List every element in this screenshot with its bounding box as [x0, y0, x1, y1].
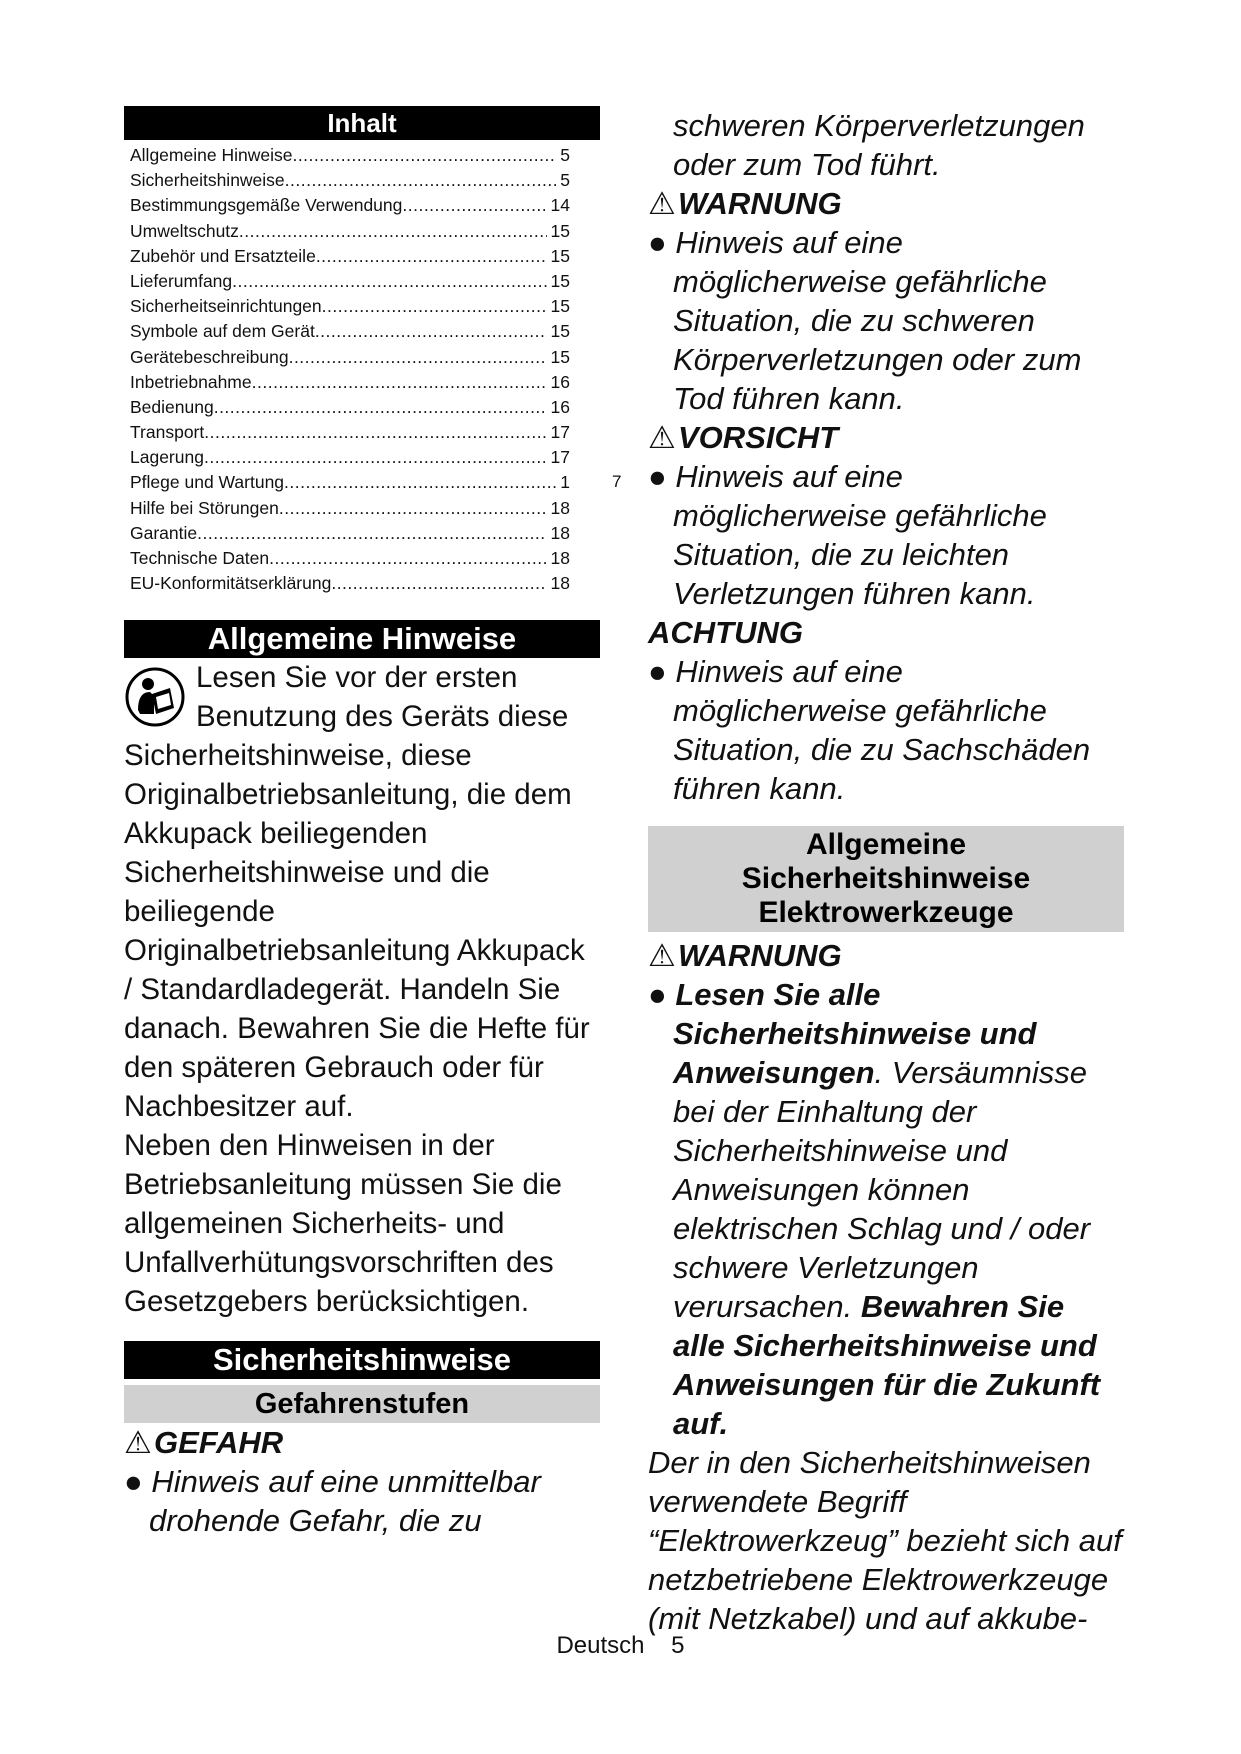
toc-entry[interactable]: Lagerung ..... 17 [130, 445, 570, 470]
toc-entry[interactable]: Sicherheitshinweise ..... 5 [130, 168, 570, 193]
right-column [648, 106, 1124, 1638]
allgemeine-hinweise-heading: Allgemeine Hinweise [124, 620, 600, 658]
toc-entry[interactable]: Allgemeine Hinweise ..... 5 [130, 143, 570, 168]
allgemeine-hinweise-text [124, 658, 600, 1321]
gefahrenstufen-heading: Gefahrenstufen [124, 1385, 600, 1423]
toc-entry[interactable]: Lieferumfang ..... 15 [130, 269, 570, 294]
intro-paragraph: Lesen Sie vor der ersten Benutzung des Geräts diese Sicherheitshinweise, diese Originalbetriebsanleitung, die dem Akkupack beiliegenden Sicherheitshinweise und die beiliegende Originalbetriebsanleitung Akkupack / Standardladegerät. Handeln Sie danach. Bewahren Sie die Hefte für den späteren Gebrauch oder für Nachbesitzer auf. [124, 661, 590, 1124]
vorsicht-label: ⚠VORSICHT [648, 420, 839, 455]
achtung-label: ACHTUNG [648, 615, 803, 650]
elektrowerkzeuge-heading: Allgemeine Sicherheitshinweise Elektrowerkzeuge [648, 826, 1124, 932]
gefahr-label: ⚠GEFAHR [124, 1425, 284, 1461]
read-manual-icon [124, 666, 186, 728]
toc-list [124, 143, 600, 596]
toc-entry[interactable]: Zubehör und Ersatzteile ..... 15 [130, 244, 570, 269]
toc-entry[interactable]: Gerätebeschreibung ..... 15 [130, 345, 570, 370]
footer-language: Deutsch [556, 1632, 645, 1659]
vorsicht-text: ● Hinweis auf eine möglicherweise gefährliche Situation, die zu leichten Verletzungen führen kann. [648, 459, 1047, 611]
toc-heading: Inhalt [124, 106, 600, 140]
page-number: 5 [671, 1632, 685, 1659]
toc-entry[interactable]: Bedienung ..... 16 [130, 395, 570, 420]
legal-paragraph: Neben den Hinweisen in der Betriebsanleitung müssen Sie die allgemeinen Sicherheits- und Unfallverhütungsvorschriften des Gesetzgebers berücksichtigen. [124, 1129, 562, 1319]
stray-digit: 7 [612, 472, 622, 491]
toc-entry[interactable]: Pflege und Wartung ..... 1 [130, 470, 570, 495]
toc-entry[interactable]: EU-Konformitätserklärung ..... 18 [130, 571, 570, 596]
warnung-label-2: ⚠WARNUNG [648, 938, 842, 973]
warnung-label: ⚠WARNUNG [648, 186, 842, 221]
warning-triangle-icon: ⚠ [648, 186, 676, 221]
toc-entry[interactable]: Inbetriebnahme ..... 16 [130, 370, 570, 395]
toc-entry[interactable]: Bestimmungsgemäße Verwendung ..... 14 [130, 193, 570, 218]
achtung-text: ● Hinweis auf eine möglicherweise gefährliche Situation, die zu Sachschäden führen kann. [648, 654, 1091, 806]
gefahr-text-continued: schweren Körperverletzungen oder zum Tod führt. [673, 108, 1085, 182]
toc-entry[interactable]: Transport ..... 17 [130, 420, 570, 445]
left-column [124, 106, 600, 1540]
toc-entry[interactable]: Garantie ..... 18 [130, 521, 570, 546]
warning-triangle-icon: ⚠ [648, 420, 676, 455]
warning-triangle-icon: ⚠ [124, 1425, 152, 1461]
warning-triangle-icon: ⚠ [648, 938, 676, 973]
elektro-warnung-text: ● Lesen Sie alle Sicherheitshinweise und Anweisungen. Versäumnisse bei der Einhaltung der Sicherheitshinweise und Anweisungen können elektrischen Schlag und / oder schwere Verletzungen verursachen. Bewahren Sie alle Sicherheitshinweise und Anweisungen für die Zukunft auf. [648, 977, 1101, 1441]
toc-entry[interactable]: Technische Daten ..... 18 [130, 546, 570, 571]
elektrowerkzeug-definition: Der in den Sicherheitshinweisen verwendete Begriff “Elektrowerkzeug” bezieht sich auf netzbetriebene Elektrowerkzeuge (mit Netzkabel) und auf akkube- [648, 1445, 1122, 1636]
page-footer [0, 1632, 1241, 1660]
toc-entry[interactable]: Sicherheitseinrichtungen ..... 15 [130, 294, 570, 319]
toc-entry[interactable]: Symbole auf dem Gerät ..... 15 [130, 319, 570, 344]
warnung-text: ● Hinweis auf eine möglicherweise gefährliche Situation, die zu schweren Körperverletzungen oder zum Tod führen kann. [648, 225, 1082, 416]
sicherheitshinweise-heading: Sicherheitshinweise [124, 1341, 600, 1379]
gefahr-text: ● Hinweis auf eine unmittelbar drohende Gefahr, die zu [124, 1464, 541, 1539]
toc-entry[interactable]: Umweltschutz ..... 15 [130, 219, 570, 244]
toc-entry[interactable]: Hilfe bei Störungen ..... 18 [130, 496, 570, 521]
